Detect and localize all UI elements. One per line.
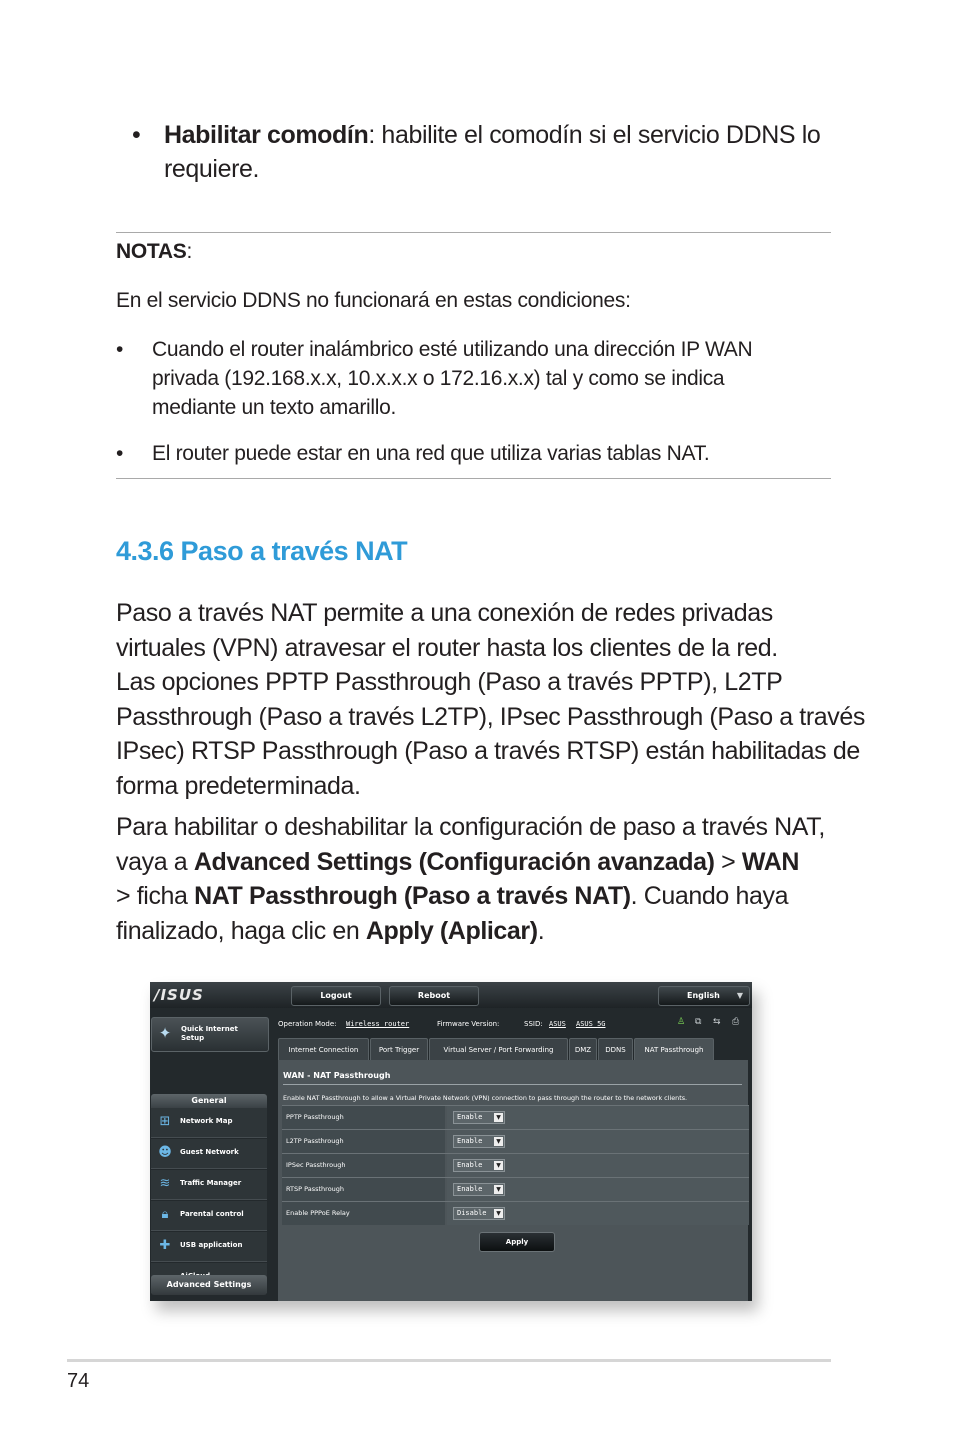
setting-row-l2tp <box>282 1129 749 1154</box>
notes-bullet-1-line1: Cuando el router inalámbrico esté utilizando una dirección IP WAN <box>152 338 753 361</box>
chevron-down-icon: ▼ <box>494 1137 503 1146</box>
language-label: English <box>687 991 720 1000</box>
user-icon[interactable]: ♙ <box>677 1017 686 1027</box>
setting-row-pptp <box>282 1105 749 1130</box>
setting-label: Enable PPPoE Relay <box>282 1202 445 1225</box>
setting-row-pppoe-relay <box>282 1201 749 1226</box>
nat-passthrough-panel <box>278 1060 748 1301</box>
apply-button[interactable]: Apply <box>479 1232 555 1252</box>
tab-nat-passthrough[interactable]: NAT Passthrough <box>634 1038 714 1061</box>
ssid-value-1[interactable]: ASUS <box>549 1020 566 1028</box>
notes-bullet-2 <box>116 439 831 469</box>
para1-line: IPsec) RTSP Passthrough (Paso a través RTSP) están habilitadas de <box>116 737 860 765</box>
section-paragraph-1 <box>116 596 865 803</box>
notes-title: NOTAS: <box>116 240 192 263</box>
wand-icon: ✦ <box>158 1024 172 1042</box>
opmode-label: Operation Mode: <box>278 1020 337 1028</box>
tab-ddns[interactable]: DDNS <box>598 1038 633 1061</box>
bullet-mark: • <box>116 442 124 465</box>
chevron-down-icon: ▼ <box>494 1113 503 1122</box>
wildcard-desc-line2: requiere. <box>164 155 260 183</box>
sidebar-item-network-map[interactable]: ⊞ Network Map <box>151 1108 267 1138</box>
sidebar-item-traffic-manager[interactable]: ≋ Traffic Manager <box>151 1170 267 1200</box>
parental-control-icon: 🔒︎ <box>161 1207 169 1222</box>
notes-top-rule <box>116 232 831 233</box>
wildcard-term: Habilitar comodín <box>164 121 369 149</box>
general-section-header: General <box>151 1094 267 1108</box>
tab-virtual-server[interactable]: Virtual Server / Port Forwarding <box>429 1038 568 1061</box>
pppoe-relay-select[interactable]: Disable ▼ <box>453 1207 505 1220</box>
sidebar-item-usb-application[interactable]: ✚ USB application <box>151 1232 267 1262</box>
usb-application-icon: ✚ <box>159 1238 171 1253</box>
para1-line: forma predeterminada. <box>116 771 361 800</box>
para2-line2: vaya a Advanced Settings (Configuración avanzada) > WAN <box>116 847 800 876</box>
setting-label: PPTP Passthrough <box>282 1106 445 1129</box>
panel-title: WAN - NAT Passthrough <box>283 1071 391 1080</box>
traffic-manager-icon: ≋ <box>159 1176 171 1191</box>
bullet-mark: • <box>116 338 124 361</box>
pptp-passthrough-select[interactable]: Enable ▼ <box>453 1111 505 1124</box>
notes-bullet-1-line2: privada (192.168.x.x, 10.x.x.x o 172.16.x.x) tal y como se indica <box>152 367 725 390</box>
para1-line: Passthrough (Paso a través L2TP), IPsec Passthrough (Paso a través <box>116 702 865 731</box>
l2tp-passthrough-select[interactable]: Enable ▼ <box>453 1135 505 1148</box>
logout-button[interactable]: Logout <box>291 986 381 1006</box>
chevron-down-icon: ▼ <box>494 1161 503 1170</box>
para1-line: Paso a través NAT permite a una conexión de redes privadas <box>116 599 773 627</box>
firmware-label: Firmware Version: <box>437 1020 500 1028</box>
operation-mode-bar <box>274 1014 752 1034</box>
panel-divider <box>283 1084 742 1085</box>
advanced-settings-header[interactable]: Advanced Settings <box>151 1275 267 1295</box>
tab-dmz[interactable]: DMZ <box>569 1038 597 1061</box>
para2-line3: > ficha NAT Passthrough (Paso a través NAT). Cuando haya <box>116 882 789 910</box>
printer-icon[interactable]: ⎙ <box>732 1017 740 1027</box>
notes-intro: En el servicio DDNS no funcionará en estas condiciones: <box>116 289 631 312</box>
para2-line4: finalizado, haga clic en Apply (Aplicar). <box>116 916 545 945</box>
footer-rule <box>67 1359 831 1362</box>
language-select[interactable] <box>658 986 750 1006</box>
router-top-bar <box>150 982 752 1008</box>
setting-label: RTSP Passthrough <box>282 1178 445 1201</box>
router-sidebar <box>150 1014 270 1301</box>
chevron-down-icon: ▼ <box>736 991 743 1000</box>
sidebar-item-guest-network[interactable]: ☻ Guest Network <box>151 1139 267 1169</box>
reboot-button[interactable]: Reboot <box>389 986 479 1006</box>
para1-line: virtuales (VPN) atravesar el router hasta los clientes de la red. <box>116 633 778 662</box>
notes-bullet-1 <box>116 335 831 425</box>
chevron-down-icon: ▼ <box>494 1185 503 1194</box>
ipsec-passthrough-select[interactable]: Enable ▼ <box>453 1159 505 1172</box>
setting-row-ipsec <box>282 1153 749 1178</box>
tab-port-trigger[interactable]: Port Trigger <box>370 1038 428 1061</box>
opmode-value[interactable]: Wireless router <box>346 1020 410 1028</box>
section-paragraph-2 <box>116 810 836 948</box>
ssid-value-2[interactable]: ASUS_5G <box>576 1020 606 1028</box>
quick-internet-setup-button[interactable]: ✦ Quick Internet Setup <box>151 1017 269 1052</box>
guest-network-icon: ☻ <box>158 1145 172 1160</box>
usb-status-icon[interactable]: ⇆ <box>713 1017 721 1027</box>
router-main <box>274 1014 752 1301</box>
network-status-icon[interactable]: ⧉ <box>695 1017 702 1027</box>
notes-bullet-2-line1: El router puede estar en una red que utiliza varias tablas NAT. <box>152 442 710 465</box>
router-ui-screenshot <box>150 982 752 1301</box>
wildcard-desc-line1: : habilite el comodín si el servicio DDNS lo <box>368 121 821 149</box>
section-heading: 4.3.6 Paso a través NAT <box>116 536 408 566</box>
ssid-label: SSID: <box>524 1020 543 1028</box>
sidebar-item-parental-control[interactable]: 🔒︎ Parental control <box>151 1201 267 1231</box>
asus-logo: /ISUS <box>154 986 204 1004</box>
setting-row-rtsp <box>282 1177 749 1202</box>
page-number: 74 <box>67 1370 90 1392</box>
wan-tabs <box>274 1036 752 1060</box>
network-map-icon: ⊞ <box>159 1114 171 1129</box>
notes-bullet-1-line3: mediante un texto amarillo. <box>152 396 397 419</box>
chevron-down-icon: ▼ <box>494 1209 503 1218</box>
bullet-mark: • <box>132 121 141 149</box>
para1-line: Las opciones PPTP Passthrough (Paso a través PPTP), L2TP <box>116 668 783 696</box>
rtsp-passthrough-select[interactable]: Enable ▼ <box>453 1183 505 1196</box>
setting-label: L2TP Passthrough <box>282 1130 445 1153</box>
setting-label: IPSec Passthrough <box>282 1154 445 1177</box>
notes-bottom-rule <box>116 478 831 479</box>
para2-line1: Para habilitar o deshabilitar la configuración de paso a través NAT, <box>116 813 825 841</box>
panel-description: Enable NAT Passthrough to allow a Virtual Private Network (VPN) connection to pass through the router to the network clients. <box>283 1094 688 1102</box>
tab-internet-connection[interactable]: Internet Connection <box>278 1038 369 1061</box>
